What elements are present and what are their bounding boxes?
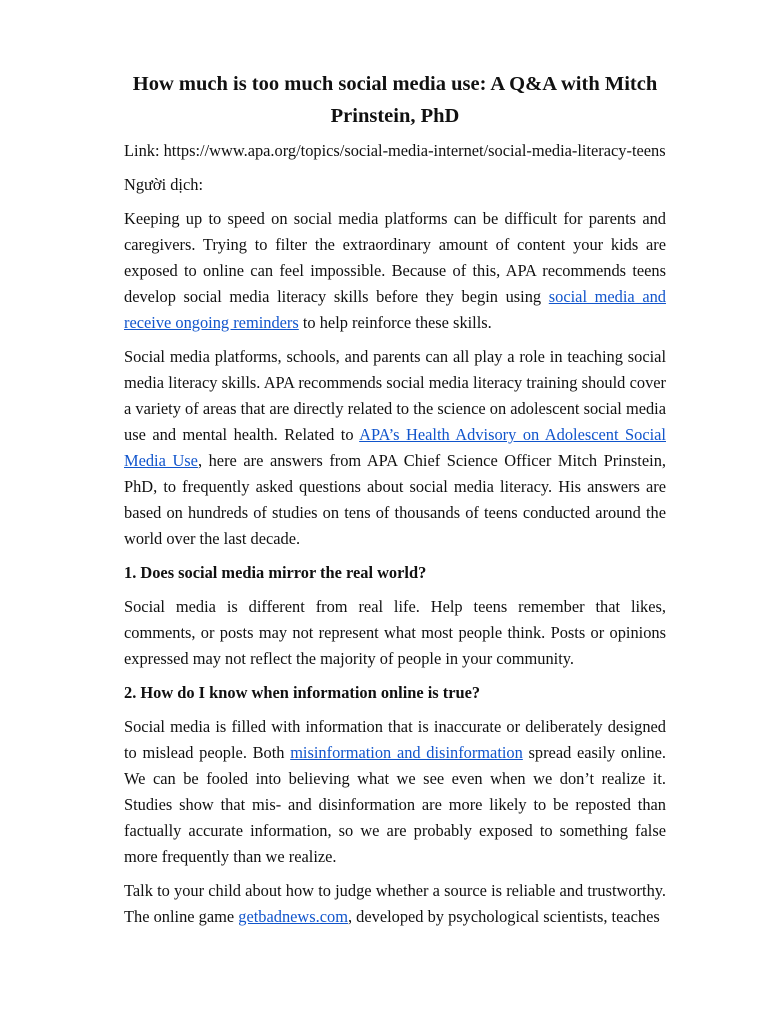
document-title: How much is too much social media use: A Q&A with Mitch Prinstein, PhD bbox=[132, 73, 658, 127]
document-page bbox=[124, 68, 666, 938]
intro-paragraph: Keeping up to speed on social media platforms can be difficult for parents and caregivers. Trying to filter the extraordinary amount of content your kids are exposed to online can feel impossible. Because of this, APA recommends teens develop social media literacy skills before they begin using social media and receive ongoing reminders to help reinforce these skills. bbox=[124, 209, 667, 332]
question-1-heading: 1. Does social media mirror the real world? bbox=[124, 563, 427, 582]
question-2-answer: Social media is filled with information that is inaccurate or deliberately designed to mislead people. Both misinformation and disinformation spread easily online. We can be fooled into believing what we see even when we don’t realize it. Studies show that mis- and disinformation are more likely to be reposted than factually accurate information, so we are probably exposed to something false more frequently than we realize. bbox=[124, 717, 666, 866]
question-1-answer: Social media is different from real life. Help teens remember that likes, comments, or posts may not represent what most people think. Posts or opinions expressed may not reflect the majority of people in your community. bbox=[124, 597, 666, 668]
link-label: Link: bbox=[124, 141, 164, 160]
translator-line: Người dịch: bbox=[124, 175, 204, 194]
source-url: https://www.apa.org/topics/social-media-internet/social-media-literacy-teens bbox=[163, 141, 666, 160]
social-media-reminders-link[interactable]: social media and receive ongoing reminders bbox=[124, 287, 667, 332]
health-advisory-link[interactable]: APA’s Health Advisory on Adolescent Social Media Use bbox=[124, 425, 666, 470]
source-link-line bbox=[124, 138, 666, 164]
context-paragraph: Social media platforms, schools, and parents can all play a role in teaching social media literacy skills. APA recommends social media literacy training should cover a variety of areas that are directly related to the science on adolescent social media use and mental health. Related to APA’s Health Advisory on Adolescent Social Media Use, here are answers from APA Chief Science Officer Mitch Prinstein, PhD, to frequently asked questions about social media literacy. His answers are based on hundreds of studies on tens of thousands of teens conducted around the world over the last decade. bbox=[124, 347, 666, 548]
getbadnews-link[interactable]: getbadnews.com bbox=[238, 907, 348, 926]
question-2-answer-continued: Talk to your child about how to judge whether a source is reliable and trustworthy. The online game getbadnews.com, developed by psychological scientists, teaches bbox=[124, 881, 666, 926]
misinformation-link[interactable]: misinformation and disinformation bbox=[290, 743, 523, 762]
question-2-heading: 2. How do I know when information online is true? bbox=[124, 683, 481, 702]
